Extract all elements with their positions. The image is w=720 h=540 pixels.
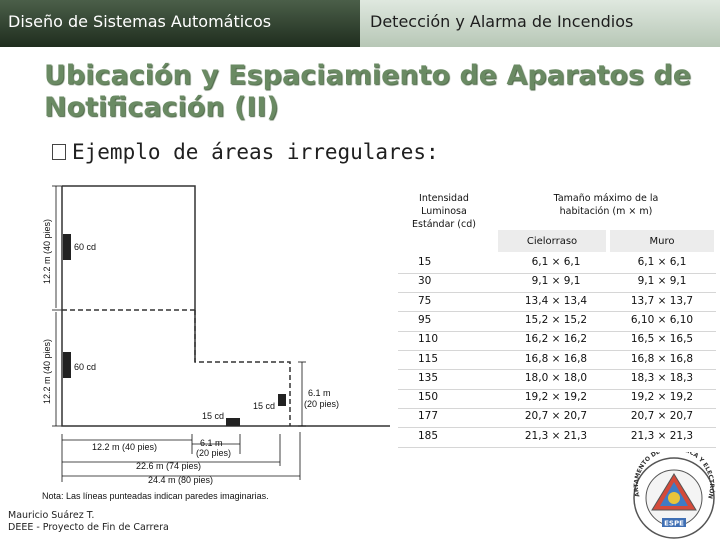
bottom-dimension-4: 24.4 m (80 pies) bbox=[148, 475, 214, 485]
table-row bbox=[398, 254, 716, 273]
bottom-dimension-2-line-1: 6.1 m bbox=[200, 438, 223, 448]
cell-intensity: 75 bbox=[418, 294, 432, 307]
strobe-device-lower bbox=[63, 352, 71, 378]
cell-wall-size: 18,3 × 18,3 bbox=[630, 371, 694, 384]
table-row bbox=[398, 408, 716, 427]
cell-ceiling-size: 20,7 × 20,7 bbox=[524, 410, 588, 423]
cell-intensity: 150 bbox=[418, 391, 439, 404]
left-dimension-upper: 12.2 m (40 pies) bbox=[42, 218, 52, 284]
bottom-dimension-1: 12.2 m (40 pies) bbox=[92, 442, 158, 452]
cell-ceiling-size: 15,2 × 15,2 bbox=[524, 313, 588, 326]
cell-intensity: 177 bbox=[418, 410, 439, 423]
cell-wall-size: 6,10 × 6,10 bbox=[630, 313, 694, 326]
column-header-intensity bbox=[398, 192, 490, 231]
subheader-ceiling: Cielorraso bbox=[498, 230, 606, 252]
bullet-item bbox=[52, 140, 439, 164]
cell-wall-size: 9,1 × 9,1 bbox=[637, 275, 687, 288]
cell-wall-size: 13,7 × 13,7 bbox=[630, 294, 694, 307]
cell-ceiling-size: 9,1 × 9,1 bbox=[531, 275, 581, 288]
table-row bbox=[398, 351, 716, 370]
cell-intensity: 135 bbox=[418, 371, 439, 384]
cell-ceiling-size: 6,1 × 6,1 bbox=[531, 256, 581, 268]
cell-wall-size: 16,8 × 16,8 bbox=[630, 352, 694, 365]
course-title: Diseño de Sistemas Automáticos bbox=[8, 12, 272, 31]
column-header-intensity-line-1: Intensidad bbox=[419, 193, 469, 204]
floor-plan-drawing bbox=[0, 182, 390, 502]
cell-wall-size: 21,3 × 21,3 bbox=[630, 429, 694, 442]
footer bbox=[8, 510, 169, 534]
bottom-dimension-2-line-2: (20 pies) bbox=[196, 448, 232, 458]
left-dimension-lower: 12.2 m (40 pies) bbox=[42, 338, 52, 404]
cell-ceiling-size: 13,4 × 13,4 bbox=[524, 294, 588, 307]
device-label-mid: 15 cd bbox=[202, 411, 225, 421]
right-dimension-line-2: (20 pies) bbox=[304, 399, 340, 409]
strobe-device-mid bbox=[226, 418, 240, 426]
column-header-intensity-line-2: Luminosa bbox=[421, 206, 467, 217]
cell-ceiling-size: 21,3 × 21,3 bbox=[524, 429, 588, 442]
floor-plan-figure bbox=[0, 182, 390, 502]
strobe-device-upper bbox=[63, 234, 71, 260]
device-label-lower: 60 cd bbox=[74, 362, 97, 372]
cell-ceiling-size: 16,8 × 16,8 bbox=[524, 352, 588, 365]
table-row bbox=[398, 428, 716, 447]
topic-title: Detección y Alarma de Incendios bbox=[370, 12, 634, 31]
cell-intensity: 30 bbox=[418, 275, 432, 288]
slide-title bbox=[44, 60, 704, 124]
row-divider bbox=[398, 447, 716, 448]
cell-intensity: 115 bbox=[418, 352, 439, 365]
cell-ceiling-size: 18,0 × 18,0 bbox=[524, 371, 588, 384]
cell-wall-size: 19,2 × 19,2 bbox=[630, 391, 694, 404]
cell-wall-size: 6,1 × 6,1 bbox=[637, 256, 687, 268]
group-header-line-1: Tamaño máximo de la bbox=[553, 193, 659, 204]
cell-ceiling-size: 16,2 × 16,2 bbox=[524, 333, 588, 346]
column-header-intensity-line-3: Estándar (cd) bbox=[412, 219, 476, 230]
cell-wall-size: 16,5 × 16,5 bbox=[630, 333, 694, 346]
footer-author: Mauricio Suárez T. bbox=[8, 510, 95, 521]
floor-plan-note: Nota: Las líneas punteadas indican paredes imaginarias. bbox=[42, 491, 269, 501]
group-header-room-size bbox=[498, 192, 714, 218]
right-dimension-line-1: 6.1 m bbox=[308, 388, 331, 398]
table-row bbox=[398, 389, 716, 408]
device-label-upper: 60 cd bbox=[74, 242, 97, 252]
slide-title-line-2: Notificación (II) bbox=[44, 92, 279, 123]
footer-program: DEEE - Proyecto de Fin de Carrera bbox=[8, 522, 169, 533]
bottom-dimension-3: 22.6 m (74 pies) bbox=[136, 461, 202, 471]
table-row bbox=[398, 273, 716, 292]
cell-intensity: 110 bbox=[418, 333, 439, 346]
device-label-right: 15 cd bbox=[253, 401, 276, 411]
strobe-device-right bbox=[278, 394, 286, 406]
table-row bbox=[398, 293, 716, 312]
table-row bbox=[398, 370, 716, 389]
checkbox-bullet-icon bbox=[52, 144, 66, 160]
seal-bottom-text: ESPE bbox=[664, 519, 684, 528]
course-title-band bbox=[0, 0, 360, 47]
group-header-line-2: habitación (m × m) bbox=[559, 206, 653, 217]
subheader-wall: Muro bbox=[610, 230, 714, 252]
slide-title-line-1: Ubicación y Espaciamiento de Aparatos de bbox=[44, 60, 692, 91]
cell-wall-size: 20,7 × 20,7 bbox=[630, 410, 694, 423]
cell-intensity: 15 bbox=[418, 256, 432, 268]
table-row bbox=[398, 331, 716, 350]
cell-intensity: 95 bbox=[418, 313, 432, 326]
topic-title-band bbox=[360, 0, 720, 47]
department-seal-logo bbox=[626, 452, 720, 540]
cell-ceiling-size: 19,2 × 19,2 bbox=[524, 391, 588, 404]
bullet-text: Ejemplo de áreas irregulares: bbox=[72, 140, 439, 164]
seal-ring-text: ARTAMENTO DE CA Y ELECTRÓN bbox=[632, 452, 716, 500]
cell-intensity: 185 bbox=[418, 429, 439, 442]
table-row bbox=[398, 312, 716, 331]
